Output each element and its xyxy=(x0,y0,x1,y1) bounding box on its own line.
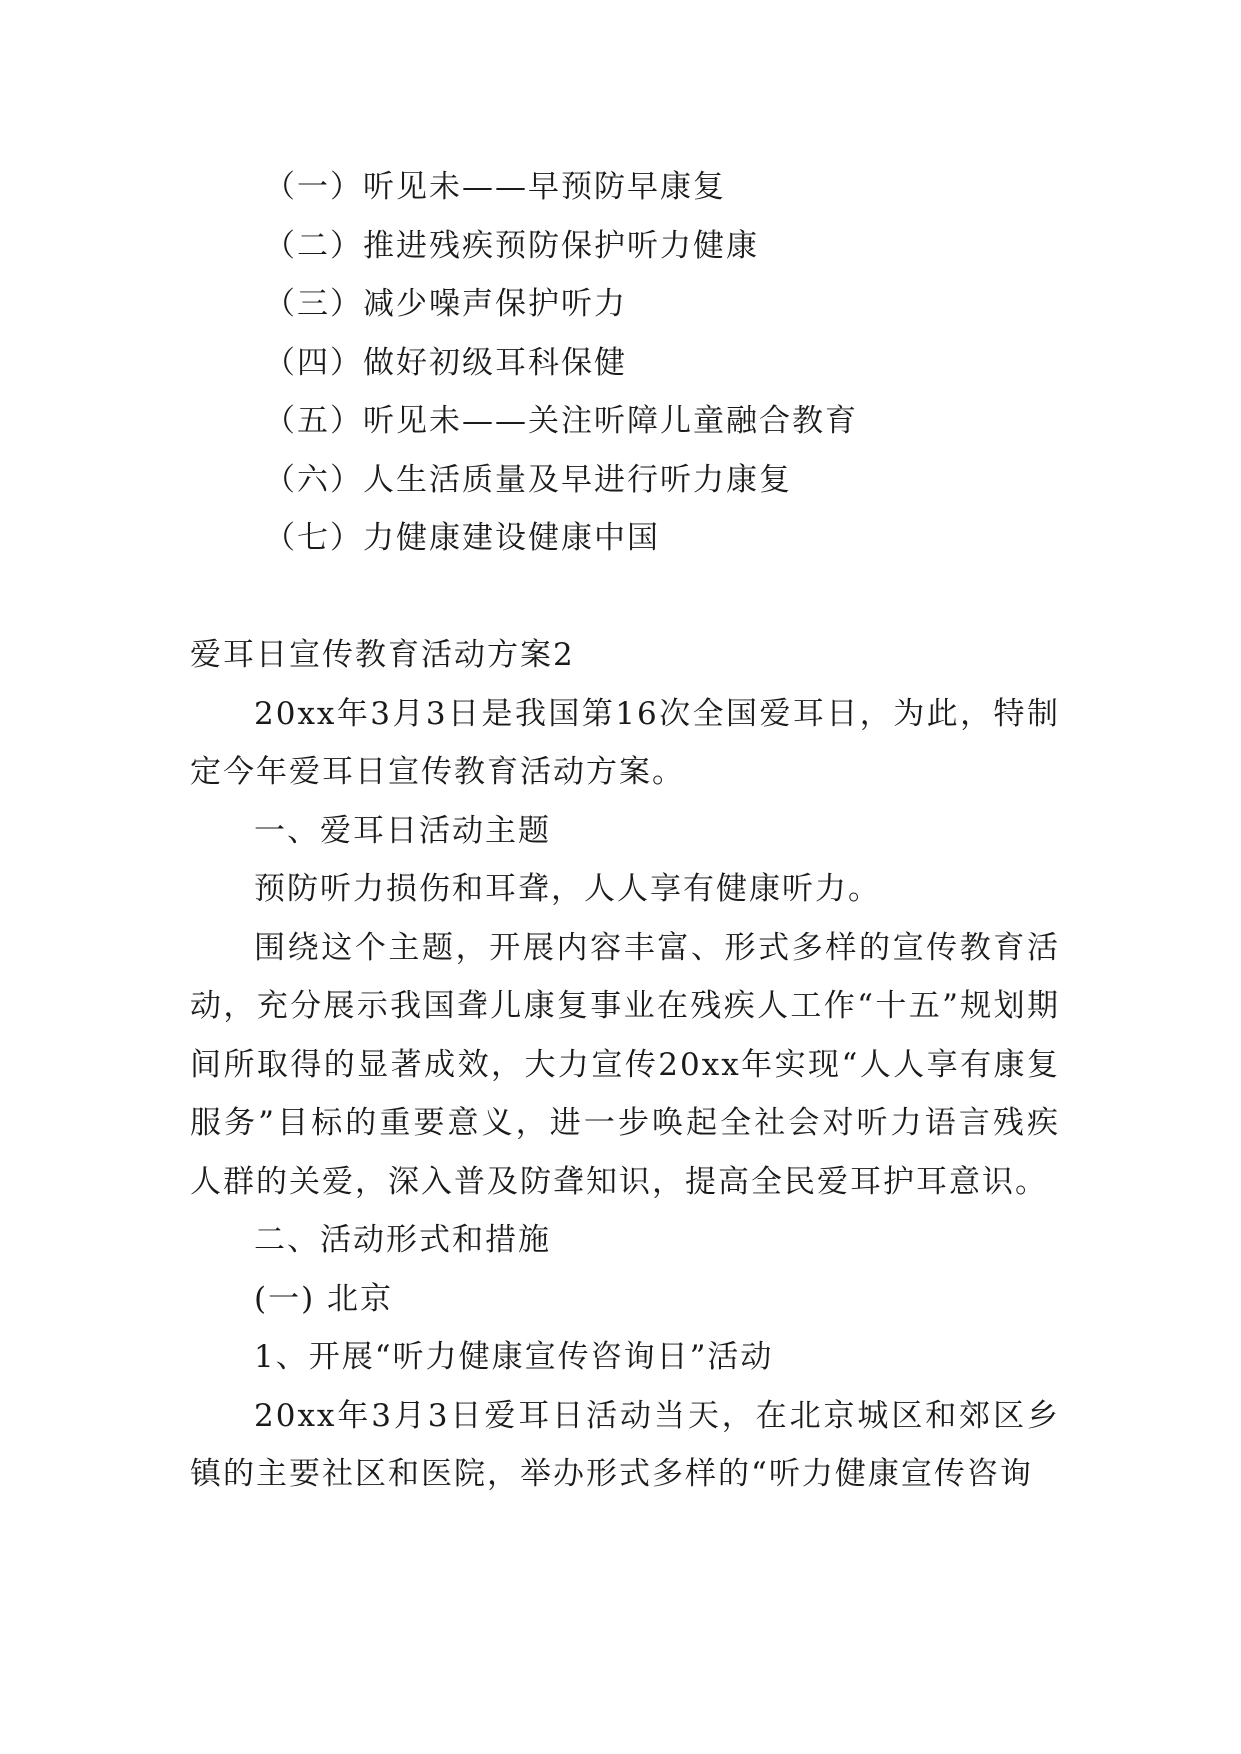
list-item: （二）推进残疾预防保护听力健康 xyxy=(264,227,759,264)
section-spacer xyxy=(190,568,1060,627)
theme-paragraph: 预防听力损伤和耳聋，人人享有健康听力。 xyxy=(254,871,881,907)
list-item: （七）力健康建设健康中国 xyxy=(264,520,660,556)
heading-two: 二、活动形式和措施 xyxy=(254,1222,551,1258)
theme-detail-paragraph: 围绕这个主题，开展内容丰富、形式多样的宣传教育活动，充分展示我国聋儿康复事业在残疾人工作“十五”规划期间所取得的显著成效，大力宣传20xx年实现“人人享有康复服务”目标的重要意义，进一步唤起全社会对听力语言残疾人群的关爱，深入普及防聋知识，提高全民爱耳护耳意识。 xyxy=(190,929,1060,1200)
heading-one: 一、爱耳日活动主题 xyxy=(254,812,551,849)
section-title: 爱耳日宣传教育活动方案2 xyxy=(190,637,575,673)
document-body xyxy=(190,158,1060,1504)
item-one-heading: 1、开展“听力健康宣传咨询日”活动 xyxy=(254,1339,774,1375)
sub-heading-beijing: (一) 北京 xyxy=(254,1280,394,1317)
item-one-detail-paragraph: 20xx年3月3日爱耳日活动当天，在北京城区和郊区乡镇的主要社区和医院，举办形式多样的“听力健康宣传咨询 xyxy=(190,1397,1060,1492)
list-item: （三）减少噪声保护听力 xyxy=(264,286,627,322)
list-item: （一）听见未——早预防早康复 xyxy=(264,169,726,205)
list-item: （五）听见未——关注听障儿童融合教育 xyxy=(264,403,858,439)
intro-paragraph: 20xx年3月3日是我国第16次全国爱耳日，为此，特制定今年爱耳日宣传教育活动方案。 xyxy=(190,695,1060,790)
list-item: （四）做好初级耳科保健 xyxy=(264,344,627,381)
list-item: （六）人生活质量及早进行听力康复 xyxy=(264,461,792,498)
